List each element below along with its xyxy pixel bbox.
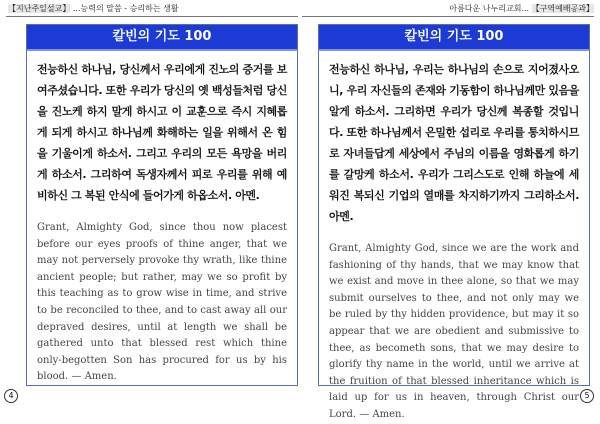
lesson-section-label: 【구역예배공과】 <box>531 4 594 13</box>
header-rule-left <box>6 16 298 17</box>
page-number-right: 5 <box>580 389 594 403</box>
prayer-korean-text: 전능하신 하나님, 당신께서 우리에게 진노의 증거를 보여주셨습니다. 또한 우리가 당신의 옛 백성들처럼 당신을 진노케 하지 말게 하시고 이 교훈으로 즉시 지혜롭게 되게 하시고 하나님께 화해하는 일을 위해서 온 힘을 기울이게 하소서. 그리고 우리의 모든 욕망을 버리게 하소서. 그리하여 독생자께서 피로 우리를 위해 예비하신 그 복된 안식에 들어가게 하옵소서. 아멘. <box>37 63 287 202</box>
sermon-title: ...능력의 말씀 - 승리하는 생활 <box>72 4 179 13</box>
header-rule-right <box>302 16 594 17</box>
prayer-korean-text: 전능하신 하나님, 우리는 하나님의 손으로 지어졌사오니, 우리 자신들의 존재와 기동함이 하나님께만 있음을 알게 하소서. 그리하면 우리가 당신께 복종할 것입니다. 또한 하나님께서 은밀한 섭리로 우리를 통치하시므로 자녀들답게 세상에서 주님의 이름을 영화롭게 하기를 갈망케 하소서. 우리가 그리스도로 인해 하늘에 세워진 복되신 기업의 열매를 차지하기까지 그리하소서. 아멘. <box>329 63 579 223</box>
prayer-english-text: Grant, Almighty God, since thou now placest before our eyes proofs of thine anger, that we may not perversely provoke thy wrath, like thine ancient people; but rather, may we so profit by this teaching as to grow wise in time, and strive to be reconciled to thee, and to cast away all our depraved desires, until at length we shall be gathered unto that blessed rest which thine only-begotten Son has procured for us by his blood. — Amen. <box>37 222 287 383</box>
church-name: 아름다운 나누리교회... <box>449 4 530 13</box>
header-left <box>8 3 179 14</box>
sermon-section-label: 【지난주일설교】 <box>8 4 71 13</box>
page-number-left: 4 <box>4 389 18 403</box>
prayer-column-left <box>26 24 298 386</box>
header-right <box>449 3 594 14</box>
prayer-title-banner: 칼빈의 기도 100 <box>319 25 589 51</box>
prayer-column-right <box>318 24 590 420</box>
prayer-english-text: Grant, Almighty God, since we are the work and fashioning of thy hands, that we may know that we exist and move in thee alone, so that we may submit ourselves to thee, and not only may we be ruled by thy hidden providence, but may it so appear that we are obedient and submissive to thee, as becometh sons, that we may desire to glorify thy name in the world, until we arrive at the fruition of that blessed inheritance which is laid up for us in heaven, through Christ our Lord. — Amen. <box>329 243 579 420</box>
prayer-title-banner: 칼빈의 기도 100 <box>27 25 297 51</box>
